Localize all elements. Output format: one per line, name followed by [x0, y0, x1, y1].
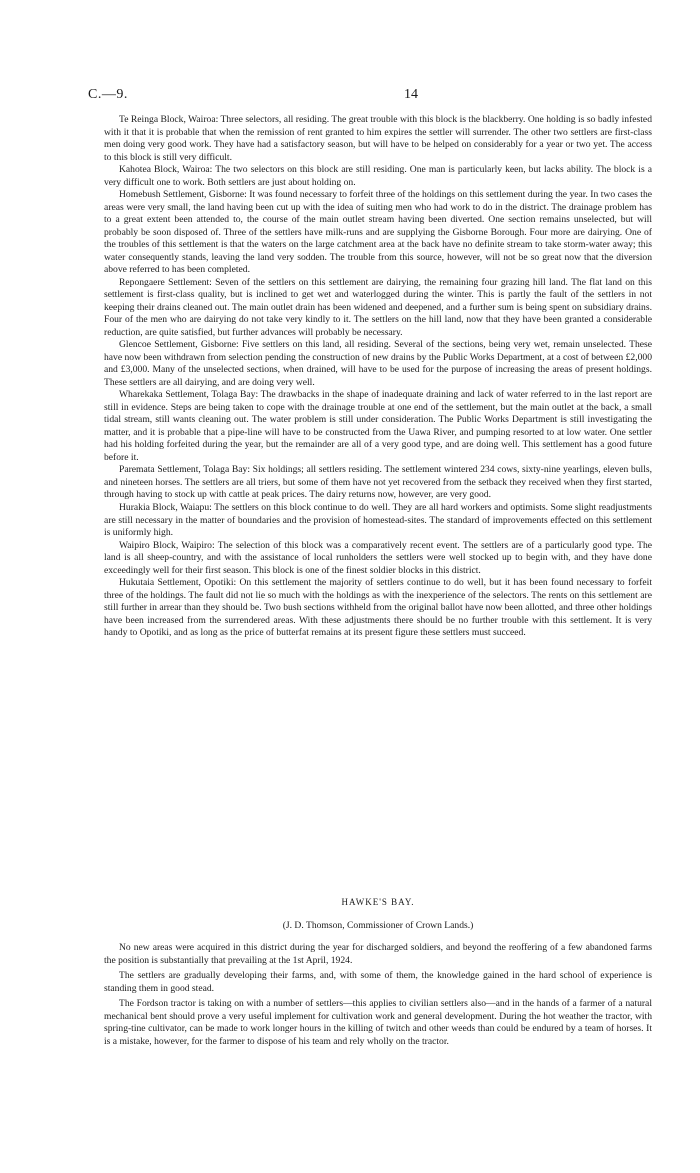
paragraph-settlers-developing: The settlers are gradually developing their farms, and, with some of them, the knowledge gained in the hard school of experience is standing them in good stead. — [104, 970, 652, 994]
paragraph-wharekaka: Wharekaka Settlement, Tolaga Bay: The drawbacks in the shape of inadequate draining and lack of water referred to in the last report are still in evidence. Steps are being taken to cope with the drainage trouble at one end of the settlement, but the main outlet at the back, a small tidal stream, still wants cleaning out. The water problem is still under consideration. The Public Works Department is still investigating the matter, and it is probable that a pipe-line will have to be constructed from the Uawa River, and pumping resorted to at low water. One settler had his holding forfeited during the year, but the remainder are all of a very good type, and are doing well. This settlement has a good future before it. — [104, 389, 652, 463]
paragraph-hurakia: Hurakia Block, Waiapu: The settlers on this block continue to do well. They are all hard workers and optimists. Some slight readjustments are still necessary in the matter of boundaries and the provision of homestead-sites. The standard of improvements effected on this settlement is uniformly high. — [104, 501, 652, 539]
page-number: 14 — [404, 87, 418, 102]
section-body — [104, 942, 652, 1051]
page-header — [88, 87, 648, 107]
section-subheading: (J. D. Thomson, Commissioner of Crown Lands.) — [282, 920, 474, 931]
report-body — [104, 114, 652, 640]
paragraph-hukutaia: Hukutaia Settlement, Opotiki: On this settlement the majority of settlers continue to do well, but it has been found necessary to forfeit three of the holdings. The fault did not lie so much with the holdings as with the inexperience of the selectors. The rents on this settlement are still further in arrear than they should be. Two bush sections withheld from the original ballot have now been allotted, and three other holdings have been increased from the surrendered areas. With these adjustments there should be no further trouble with this settlement. It is very handy to Opotiki, and as long as the price of butterfat remains at its present figure these settlers must succeed. — [104, 577, 652, 639]
paragraph-te-reinga: Te Reinga Block, Wairoa: Three selectors, all residing. The great trouble with this block is the blackberry. One holding is so badly infested with it that it is probable that when the remission of rent granted to him expires the settler will surrender. The other two settlers are first-class men doing very good work. They have had a satisfactory season, but will have to be helped on considerably for a year or two yet. The access to this block is still very difficult. — [104, 114, 652, 163]
document-reference: C.—9. — [88, 87, 128, 102]
paragraph-kahotea: Kahotea Block, Wairoa: The two selectors on this block are still residing. One man is particularly keen, but lacks ability. The block is a very difficult one to work. Both settlers are just about holding on. — [104, 164, 652, 188]
paragraph-new-areas: No new areas were acquired in this district during the year for discharged soldiers, and beyond the reoffering of a few abandoned farms the position is substantially that prevailing at the 1st April, 1924. — [104, 942, 652, 966]
paragraph-glencoe: Glencoe Settlement, Gisborne: Five settlers on this land, all residing. Several of the sections, being very wet, remain unselected. These have now been withdrawn from selection pending the construction of new drains by the Public Works Department, at a cost of between £2,000 and £3,000. Many of the unselected sections, when drained, will have to be used for the purpose of increasing the areas of present holdings. These settlers are all dairying, and are doing very well. — [104, 339, 652, 388]
section-heading: HAWKE'S BAY. — [341, 897, 415, 907]
paragraph-waipiro: Waipiro Block, Waipiro: The selection of this block was a comparatively recent event. The settlers are of a particularly good type. The land is all sheep-country, and with the assistance of local runholders the settlers were well stocked up to begin with, and they have done exceedingly well for their first season. This block is one of the finest soldier blocks in this district. — [104, 539, 652, 576]
paragraph-homebush: Homebush Settlement, Gisborne: It was found necessary to forfeit three of the holdings on this settlement during the year. In two cases the areas were very small, the land having been cut up with the idea of suiting men who had work to do in the district. The drainage problem has to a great extent been attended to, the course of the main outlet stream having been diverted. One section remains unselected, but will probably be soon disposed of. Three of the settlers have milk-runs and are supplying the Gisborne Borough. Four more are dairying. One of the troubles of this settlement is that the waters on the large catchment area at the back have no definite stream to take storm-water away; this water consequently stands, leaving the land very sodden. The trouble from this source, however, will not be so great now that the diversion above referred to has been completed. — [104, 189, 652, 276]
paragraph-paremata: Paremata Settlement, Tolaga Bay: Six holdings; all settlers residing. The settlement wintered 234 cows, sixty-nine yearlings, eleven bulls, and nineteen horses. The settlers are all triers, but some of them have not yet recovered from the setback they received when they first started, through having to stock up with cattle at peak prices. The dairy returns now, however, are very good. — [104, 464, 652, 501]
paragraph-repongaere: Repongaere Settlement: Seven of the settlers on this settlement are dairying, the remaining four grazing hill land. The flat land on this settlement is first-class quality, but is inclined to get wet and waterlogged during the winter. This is partly the fault of the settlers in not keeping their drains cleaned out. The main outlet drain has been widened and deepened, and a further sum is being spent on subsidiary drains. Four of the men who are dairying do not take very kindly to it. The settlers on the hill land, now that they have been granted a considerable reduction, are quite satisfied, but further advances will probably be necessary. — [104, 276, 652, 338]
paragraph-fordson-tractor: The Fordson tractor is taking on with a number of settlers—this applies to civilian settlers also—and in the hands of a farmer of a natural mechanical bent should prove a very useful implement for cultivation work and general development. During the hot weather the tractor, with spring-tine cultivator, can be made to work longer hours in the killing of twitch and other weeds than could be endured by a team of horses. It is a mistake, however, for the farmer to dispose of his team and rely wholly on the tractor. — [104, 998, 652, 1047]
